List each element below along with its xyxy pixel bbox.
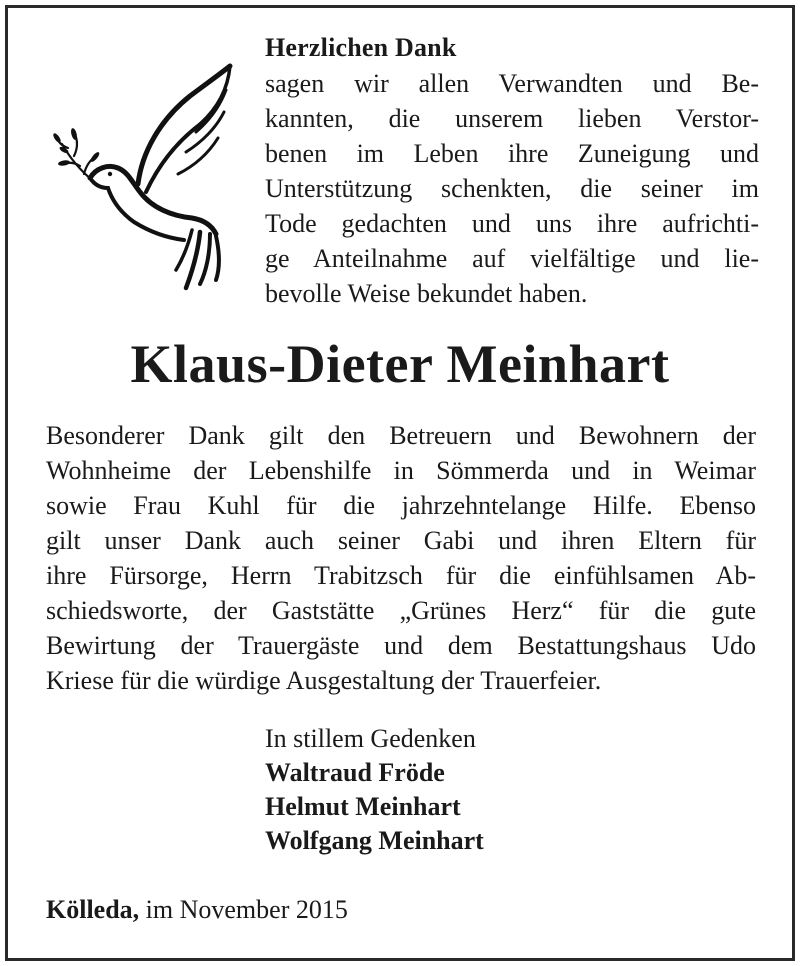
thanks-intro-line: sagen wir allen Verwandten und Be- <box>265 69 759 98</box>
mourner-name: Helmut Meinhart <box>265 792 461 821</box>
thanks-intro-text <box>265 66 759 311</box>
special-thanks-line: Bewirtung der Trauergäste und dem Bestattungshaus Udo <box>46 631 756 660</box>
mourner-name: Waltraud Fröde <box>265 758 445 787</box>
thanks-intro-line: Tode gedachten und uns ihre aufrichti- <box>265 209 759 238</box>
special-thanks-line: Besonderer Dank gilt den Betreuern und Bewohnern der <box>46 421 756 450</box>
special-thanks-line: sowie Frau Kuhl für die jahrzehntelange Hilfe. Ebenso <box>46 491 756 520</box>
special-thanks-line: schiedsworte, der Gaststätte „Grünes Herz“ für die gute <box>46 596 756 625</box>
thanks-title: Herzlichen Dank <box>265 33 457 62</box>
thanks-intro-line: ge Anteilnahme auf vielfältige und lie- <box>265 244 759 273</box>
thanks-header <box>265 30 759 311</box>
special-thanks-line: ihre Fürsorge, Herrn Trabitzsch für die einfühlsamen Ab- <box>46 561 756 590</box>
mourner-name: Wolfgang Meinhart <box>265 826 484 855</box>
thanks-intro-line: Unterstützung schenkten, die seiner im <box>265 174 759 203</box>
signoff-block <box>265 722 484 858</box>
thanks-intro-line: bevolle Weise bekundet haben. <box>265 279 588 308</box>
signoff-intro: In stillem Gedenken <box>265 724 476 753</box>
dove-icon <box>50 62 250 294</box>
place: Kölleda, <box>46 895 140 924</box>
deceased-name: Klaus-Dieter Meinhart <box>130 334 670 394</box>
thanks-intro-line: kannten, die unserem lieben Verstor- <box>265 104 759 133</box>
thanks-intro-line: benen im Leben ihre Zuneigung und <box>265 139 759 168</box>
special-thanks-text <box>46 418 756 698</box>
special-thanks-line: gilt unser Dank auch seiner Gabi und ihren Eltern für <box>46 526 756 555</box>
special-thanks-line: Kriese für die würdige Ausgestaltung der Trauerfeier. <box>46 666 602 695</box>
date: im November 2015 <box>145 895 348 924</box>
place-date-line <box>46 893 348 927</box>
special-thanks-line: Wohnheime der Lebenshilfe in Sömmerda und in Weimar <box>46 456 756 485</box>
